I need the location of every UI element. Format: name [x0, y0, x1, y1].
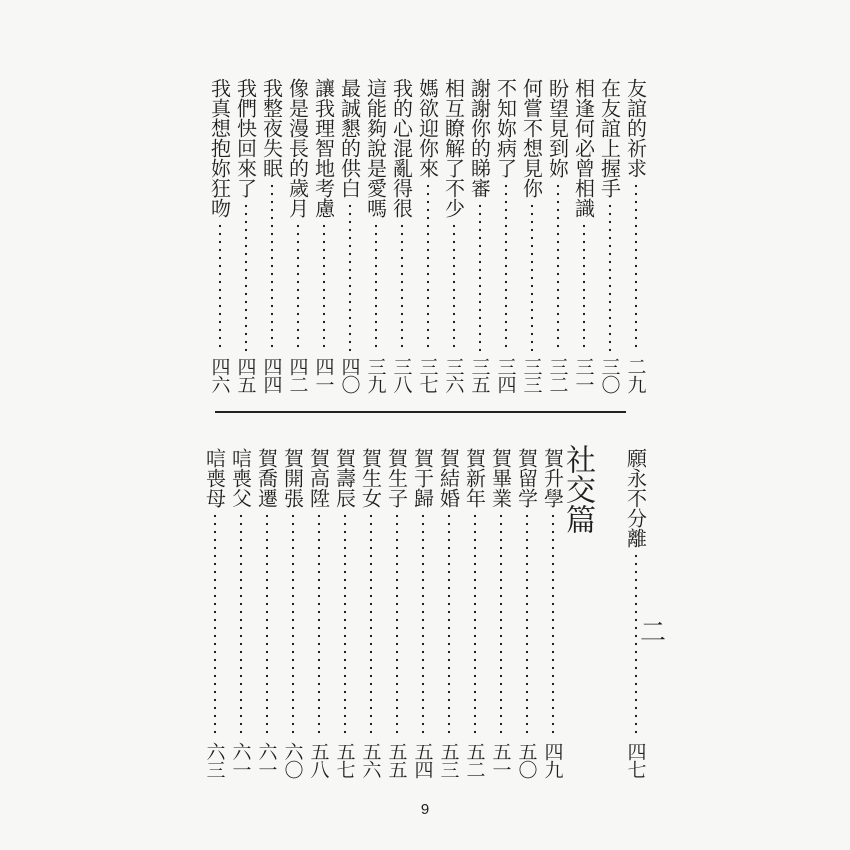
toc-entry-title: 相逢何必曾相識: [571, 78, 596, 218]
page-number: 9: [420, 801, 430, 818]
toc-entry: [280, 448, 305, 778]
leader-dots: [635, 552, 637, 736]
toc-entry-page: 六三: [203, 742, 226, 778]
toc-entry-page: 二九: [624, 357, 647, 393]
leader-dots: [427, 182, 429, 351]
toc-entry-title: 賀于歸: [410, 448, 435, 508]
toc-entry-page: 六〇: [281, 742, 304, 778]
toc-entry-title: 最誠懇的供白: [337, 78, 362, 198]
leader-dots: [219, 222, 221, 351]
toc-entry-title: 願永不分離: [623, 448, 648, 548]
chapter-number: 二: [640, 618, 667, 648]
toc-entry-title: 何嘗不想見你: [519, 78, 544, 198]
toc-entry: [436, 448, 461, 778]
leader-dots: [401, 222, 403, 351]
leader-dots: [453, 222, 455, 351]
toc-entry-page: 四六: [208, 357, 231, 393]
leader-dots: [349, 202, 351, 351]
toc-entry: [571, 78, 596, 393]
toc-entry: [363, 78, 388, 393]
leader-dots: [370, 512, 372, 736]
toc-entry-title: 我們快回來了: [233, 78, 258, 198]
toc-entry: [441, 78, 466, 393]
toc-entry-page: 三一: [572, 357, 595, 393]
toc-entry-page: 四二: [286, 357, 309, 393]
toc-entry: [410, 448, 435, 778]
leader-dots: [344, 512, 346, 736]
toc-entry: [358, 448, 383, 778]
toc-entry-page: 四九: [541, 742, 564, 778]
toc-entry-page: 五六: [359, 742, 382, 778]
toc-entry-page: 五五: [385, 742, 408, 778]
toc-entry-page: 五二: [463, 742, 486, 778]
leader-dots: [375, 222, 377, 351]
toc-entry: [488, 448, 513, 778]
toc-entry-title: 盼望見到妳: [545, 78, 570, 178]
toc-entry: [519, 78, 544, 393]
toc-entry: [233, 78, 258, 393]
toc-entry-page: 四〇: [338, 357, 361, 393]
toc-entry-title: 唁喪母: [202, 448, 227, 508]
toc-entry-page: 三六: [442, 357, 465, 393]
toc-entry-title: 謝謝你的睇審: [467, 78, 492, 198]
toc-entry-title: 相互瞭解了不少: [441, 78, 466, 218]
leader-dots: [323, 222, 325, 351]
toc-entry-page: 五四: [411, 742, 434, 778]
toc-entry-title: 賀升學: [540, 448, 565, 508]
leader-dots: [474, 512, 476, 736]
toc-entry-title: 賀喬遷: [254, 448, 279, 508]
leader-dots: [531, 202, 533, 351]
leader-dots: [609, 202, 611, 351]
toc-entry-title: 賀結婚: [436, 448, 461, 508]
toc-entry: [306, 448, 331, 778]
toc-entry-page: 四一: [312, 357, 335, 393]
leader-dots: [396, 512, 398, 736]
toc-entry: [623, 78, 648, 393]
toc-entry: [493, 78, 518, 393]
toc-entry-title: 賀新年: [462, 448, 487, 508]
leader-dots: [292, 512, 294, 736]
leader-dots: [245, 202, 247, 351]
toc-entry: [540, 448, 565, 778]
toc-entry-page: 三三: [520, 357, 543, 393]
toc-entry-page: 三八: [390, 357, 413, 393]
toc-entry-page: 四五: [234, 357, 257, 393]
toc-entry: [332, 448, 357, 778]
toc-entry-page: 四七: [624, 742, 647, 778]
toc-entry-title: 賀高陞: [306, 448, 331, 508]
toc-entry: [202, 448, 227, 778]
toc-entry-title: 這能夠說是愛嗎: [363, 78, 388, 218]
toc-entry-title: 在友誼上握手: [597, 78, 622, 198]
toc-entry: [597, 78, 622, 393]
toc-entry-page: 三五: [468, 357, 491, 393]
toc-entry-title: 賀生子: [384, 448, 409, 508]
toc-entry-page: 五〇: [515, 742, 538, 778]
toc-entry-page: 六一: [229, 742, 252, 778]
toc-entry: [623, 448, 648, 778]
toc-entry-title: 賀開張: [280, 448, 305, 508]
toc-entry-title: 賀壽辰: [332, 448, 357, 508]
toc-entry: [259, 78, 284, 393]
toc-entry-title: 不知妳病了: [493, 78, 518, 178]
toc-top-section: [188, 78, 648, 393]
leader-dots: [557, 182, 559, 351]
leader-dots: [271, 182, 273, 351]
leader-dots: [448, 512, 450, 736]
toc-entry: [462, 448, 487, 778]
toc-entry: [337, 78, 362, 393]
toc-entry-page: 五一: [489, 742, 512, 778]
toc-entry-page: 三九: [364, 357, 387, 393]
toc-entry-page: 三〇: [598, 357, 621, 393]
toc-entry: [389, 78, 414, 393]
toc-entry: [285, 78, 310, 393]
toc-bottom-entries: [201, 448, 648, 778]
toc-entry-page: 四四: [260, 357, 283, 393]
leader-dots: [479, 202, 481, 351]
toc-entry-page: 三七: [416, 357, 439, 393]
toc-entry-title: 我整夜失眠: [259, 78, 284, 178]
section-divider: [215, 411, 626, 413]
toc-entry-page: 六一: [255, 742, 278, 778]
toc-entry: [254, 448, 279, 778]
toc-entry-page: 五八: [307, 742, 330, 778]
toc-entry-page: 五七: [333, 742, 356, 778]
toc-entry-title: 唁喪父: [228, 448, 253, 508]
leader-dots: [500, 512, 502, 736]
leader-dots: [505, 182, 507, 351]
leader-dots: [266, 512, 268, 736]
leader-dots: [297, 222, 299, 351]
leader-dots: [552, 512, 554, 736]
leader-dots: [526, 512, 528, 736]
leader-dots: [240, 512, 242, 736]
toc-entry: [311, 78, 336, 393]
toc-entry-title: 賀生女: [358, 448, 383, 508]
toc-entry-title: 友誼的祈求: [623, 78, 648, 178]
toc-entry-title: 媽欲迎你來: [415, 78, 440, 178]
toc-entry-title: 讓我理智地考慮: [311, 78, 336, 218]
toc-entry: [384, 448, 409, 778]
toc-entry-title: 賀畢業: [488, 448, 513, 508]
toc-entry-title: 我真想抱妳狂吻: [207, 78, 232, 218]
toc-entry-page: 五三: [437, 742, 460, 778]
leader-dots: [422, 512, 424, 736]
toc-top-entries: [206, 78, 648, 393]
toc-entry: [514, 448, 539, 778]
toc-entry: [228, 448, 253, 778]
toc-bottom-section: [188, 448, 648, 778]
toc-entry: [207, 78, 232, 393]
toc-entry-title: 我的心混亂得很: [389, 78, 414, 218]
leader-dots: [583, 222, 585, 351]
leader-dots: [214, 512, 216, 736]
toc-entry-page: 三四: [494, 357, 517, 393]
leader-dots: [318, 512, 320, 736]
toc-entry-title: 像是漫長的歲月: [285, 78, 310, 218]
toc-entry: [415, 78, 440, 393]
toc-entry: [467, 78, 492, 393]
section-heading: 社交篇: [560, 444, 595, 534]
toc-entry-title: 賀留学: [514, 448, 539, 508]
toc-entry-page: 三二: [546, 357, 569, 393]
toc-entry: [545, 78, 570, 393]
leader-dots: [635, 182, 637, 351]
